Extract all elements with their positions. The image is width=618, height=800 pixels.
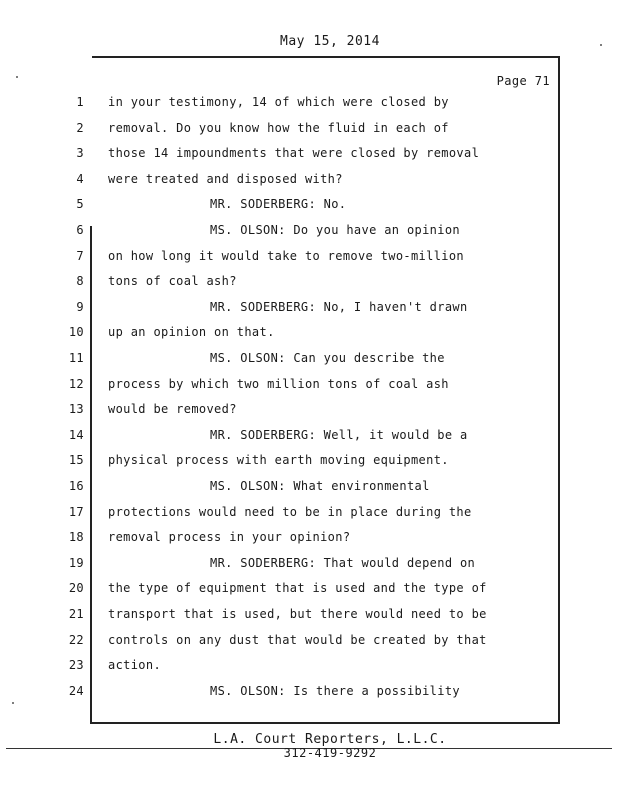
- transcript-line: [0, 246, 618, 266]
- scan-speck: [600, 44, 602, 46]
- line-text: those 14 impoundments that were closed by removal: [108, 146, 480, 161]
- line-text: MS. OLSON: Is there a possibility: [210, 683, 460, 698]
- line-text: physical process with earth moving equipment.: [108, 453, 449, 468]
- line-number: 17: [68, 504, 84, 519]
- line-number: 6: [76, 223, 84, 237]
- line-text: tons of coal ash?: [108, 274, 237, 289]
- line-number: 24: [68, 683, 84, 698]
- line-text: transport that is used, but there would need to be: [108, 607, 487, 621]
- transcript-line: [0, 271, 618, 291]
- line-text: the type of equipment that is used and the type of: [108, 581, 487, 596]
- line-text: on how long it would take to remove two-million: [108, 248, 465, 263]
- line-text: MS. OLSON: Can you describe the: [210, 351, 445, 365]
- transcript-line: [0, 92, 618, 112]
- line-number: 9: [76, 299, 84, 314]
- transcript-line: [0, 425, 618, 445]
- line-text: MR. SODERBERG: Well, it would be a: [210, 427, 468, 442]
- transcript-line: [0, 374, 618, 394]
- line-number: 8: [76, 274, 84, 289]
- line-number: 7: [76, 248, 84, 263]
- page-number: Page 71: [496, 74, 550, 88]
- line-text: up an opinion on that.: [108, 325, 275, 340]
- scan-speck: [12, 702, 14, 704]
- line-text: MS. OLSON: What environmental: [210, 479, 430, 493]
- transcript-line: [0, 297, 618, 317]
- footer-phone: 312-419-9292: [283, 746, 377, 760]
- line-text: action.: [108, 658, 162, 673]
- line-text: would be removed?: [108, 402, 237, 417]
- transcript-line: [0, 118, 618, 138]
- line-number: 11: [68, 351, 84, 365]
- transcript-line: [0, 194, 618, 214]
- footer-company: L.A. Court Reporters, L.L.C.: [213, 732, 447, 747]
- line-text: in your testimony, 14 of which were closed by: [108, 95, 449, 109]
- scan-speck: [16, 76, 18, 78]
- transcript-line: [0, 169, 618, 189]
- line-number: 12: [68, 376, 84, 391]
- line-text: MR. SODERBERG: No.: [210, 197, 347, 212]
- transcript-line: [0, 502, 618, 522]
- transcript-line: [0, 348, 618, 368]
- line-text: MR. SODERBERG: That would depend on: [210, 555, 476, 570]
- line-number: 3: [76, 146, 84, 161]
- line-number: 22: [68, 632, 84, 647]
- transcript-date: May 15, 2014: [280, 34, 380, 49]
- transcript-line: [0, 143, 618, 163]
- line-number: 19: [68, 555, 84, 570]
- line-number: 10: [68, 325, 84, 340]
- line-text: removal. Do you know how the fluid in each of: [108, 120, 449, 135]
- line-text: controls on any dust that would be created by that: [108, 632, 487, 647]
- line-number: 1: [76, 95, 84, 109]
- line-number: 23: [68, 658, 84, 673]
- transcript-line: [0, 527, 618, 547]
- transcript-line: [0, 630, 618, 650]
- transcript-line: [0, 655, 618, 675]
- transcript-line: [0, 450, 618, 470]
- line-number: 4: [76, 171, 84, 186]
- line-number: 16: [68, 479, 84, 493]
- transcript-line: [0, 322, 618, 342]
- transcript-line: [0, 578, 618, 598]
- line-text: MS. OLSON: Do you have an opinion: [210, 223, 460, 237]
- transcript-line: [0, 220, 618, 240]
- line-number: 20: [68, 581, 84, 596]
- line-number: 2: [76, 120, 84, 135]
- transcript-line: [0, 604, 618, 624]
- line-number: 18: [68, 530, 84, 545]
- line-number: 13: [68, 402, 84, 417]
- line-number: 14: [68, 427, 84, 442]
- line-text: process by which two million tons of coal ash: [108, 376, 449, 391]
- line-text: were treated and disposed with?: [108, 171, 343, 186]
- line-number: 5: [76, 197, 84, 212]
- line-number: 15: [68, 453, 84, 468]
- line-text: removal process in your opinion?: [108, 530, 351, 545]
- line-text: protections would need to be in place during the: [108, 504, 472, 519]
- transcript-line: [0, 553, 618, 573]
- transcript-line: [0, 681, 618, 701]
- line-text: MR. SODERBERG: No, I haven't drawn: [210, 299, 468, 314]
- line-number: 21: [68, 607, 84, 621]
- transcript-line: [0, 476, 618, 496]
- transcript-line: [0, 399, 618, 419]
